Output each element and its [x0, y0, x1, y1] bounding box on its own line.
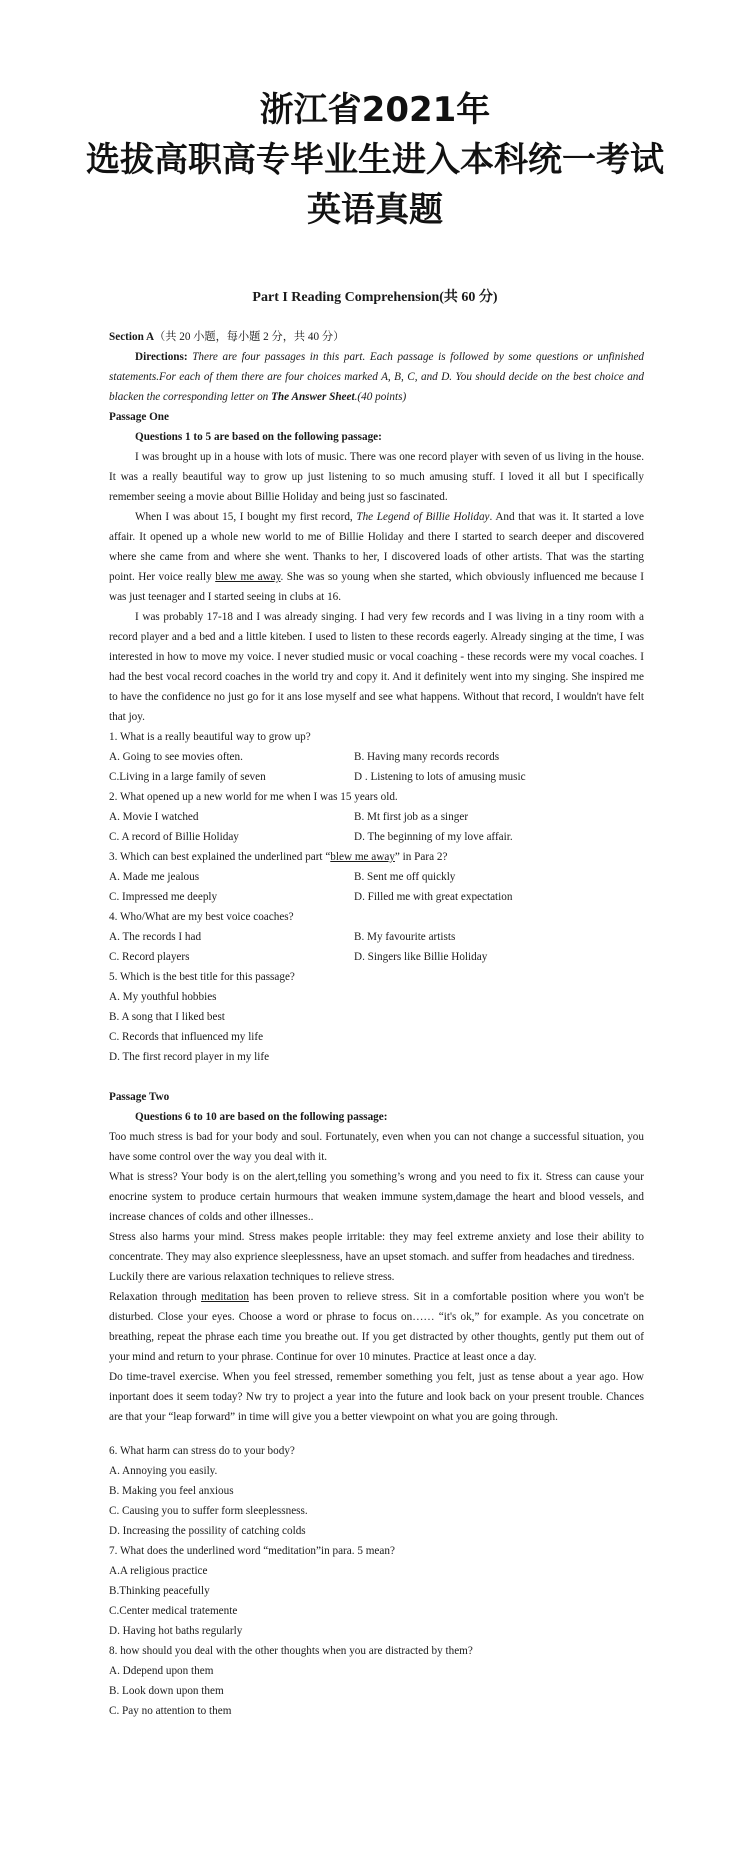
question-7: 7. What does the underlined word “meditation”in para. 5 mean?	[109, 1545, 395, 1557]
passage-two-paragraph-2: What is stress? Your body is on the alert,telling you something’s wrong and you need to fix it. Stress can cause your enocrine system to produce certain hurmours that weaken immune system,damage the heart and blood vessels, and increase chances of colds and other illnesses..	[109, 1171, 644, 1223]
option-b: B. A song that I liked best	[109, 1011, 225, 1023]
question-2-options-row-2	[109, 827, 644, 847]
question-3	[109, 847, 644, 867]
question-8: 8. how should you deal with the other thoughts when you are distracted by them?	[109, 1645, 473, 1657]
passage-two-heading: Passage Two	[109, 1091, 170, 1103]
title-line-3: 英语真题	[307, 190, 443, 230]
option-a: A. The records I had	[109, 931, 202, 943]
question-3-options-row-2	[109, 887, 644, 907]
record-title: The Legend of Billie Holiday	[356, 511, 490, 523]
directions-end: .(40 points)	[354, 391, 407, 403]
option-b: B. Look down upon them	[109, 1685, 224, 1697]
option-c: C. Record players	[109, 951, 190, 963]
option-b: B.Thinking peacefully	[109, 1585, 210, 1597]
title-line-1: 浙江省2021年	[259, 90, 491, 130]
option-a: A. Movie I watched	[109, 811, 199, 823]
option-d: D . Listening to lots of amusing music	[354, 771, 526, 783]
option-c: C.Living in a large family of seven	[109, 771, 266, 783]
option-d: D. Having hot baths regularly	[109, 1625, 243, 1637]
option-d: D. Increasing the possility of catching colds	[109, 1525, 306, 1537]
underlined-word: meditation	[201, 1291, 249, 1303]
option-b: B. Having many records records	[354, 751, 500, 763]
passage-two-paragraph-6: Do time-travel exercise. When you feel stressed, remember something you felt, just as tense about a year ago. How inportant does it seem today? Nw try to project a year into the future and look back on your present trouble. Chances are that your “leap forward” in time will give you a better viewpoint on what you are going through.	[109, 1371, 644, 1423]
option-c: C. Records that influenced my life	[109, 1031, 264, 1043]
question-3-options-row-1	[109, 867, 644, 887]
option-a: A.A religious practice	[109, 1565, 208, 1577]
directions-text: There are four passages in this part. Each passage is followed by some questions or unfinished statements.For each of them there are four choices marked A, B, C, and D. You should decide on the best choice and blacken the corresponding letter on	[109, 351, 644, 403]
question-6: 6. What harm can stress do to your body?	[109, 1445, 295, 1457]
passage-two-paragraph-1: Too much stress is bad for your body and soul. Fortunately, even when you can not change a successful situation, you have some control over the way you deal with it.	[109, 1131, 644, 1163]
p2-part-b: . And that was it. It started a love affair. It opened up a whole new world to me of Billie Holiday and there I started to search deeper and discovered where she came from and where she went. Thanks to her, I discovered loads of other artists. That was the starting point. Her voice really	[109, 511, 644, 583]
option-d: D. Filled me with great expectation	[354, 891, 513, 903]
option-b: B. Mt first job as a singer	[354, 811, 469, 823]
p5-part-b: has been proven to relieve stress. Sit in a comfortable position where you won't be disturbed. Close your eyes. Choose a word or phrase to focus on…… “it's ok,” for example. As you concetrate on breathing, repeat the phrase each time you breathe out. If you get distracted by other thoughts, gently put them out of your mind and return to your phrase. Continue for over 10 minutes. Practice at least once a day.	[109, 1291, 644, 1363]
p5-part-a: Relaxation through	[109, 1291, 202, 1303]
option-b: B. Making you feel anxious	[109, 1485, 234, 1497]
option-c: C. Pay no attention to them	[109, 1705, 232, 1717]
option-c: C. A record of Billie Holiday	[109, 831, 239, 843]
option-b: B. Sent me off quickly	[354, 871, 456, 883]
spacer	[109, 1427, 644, 1441]
option-a: A. Ddepend upon them	[109, 1665, 214, 1677]
p2-part-a: When I was about 15, I bought my first record,	[135, 511, 357, 523]
question-3-text-b: ” in Para 2?	[394, 851, 448, 863]
option-d: D. Singers like Billie Holiday	[354, 951, 488, 963]
question-2: 2. What opened up a new world for me when I was 15 years old.	[109, 791, 398, 803]
option-d: D. The first record player in my life	[109, 1051, 270, 1063]
passage-two-intro: Questions 6 to 10 are based on the following passage:	[135, 1111, 388, 1123]
section-a-info: （共 20 小题，每小题 2 分，共 40 分）	[154, 331, 345, 343]
option-a: A. Annoying you easily.	[109, 1465, 218, 1477]
directions-label: Directions:	[135, 351, 188, 363]
question-1-options-row-2	[109, 767, 644, 787]
passage-one-intro: Questions 1 to 5 are based on the following passage:	[135, 431, 382, 443]
passage-two-paragraph-5	[109, 1287, 644, 1367]
option-c: C.Center medical tratemente	[109, 1605, 238, 1617]
question-3-text-a: 3. Which can best explained the underlined part “	[109, 851, 331, 863]
question-3-underlined: blew me away	[330, 851, 395, 863]
option-d: D. The beginning of my love affair.	[354, 831, 513, 843]
question-1: 1. What is a really beautiful way to grow up?	[109, 731, 311, 743]
option-a: A. Made me jealous	[109, 871, 200, 883]
question-2-options-row-1	[109, 807, 644, 827]
question-4-options-row-1	[109, 927, 644, 947]
question-4: 4. Who/What are my best voice coaches?	[109, 911, 294, 923]
section-a-heading	[109, 327, 644, 347]
exam-body	[109, 327, 644, 1721]
passage-one-heading: Passage One	[109, 411, 169, 423]
option-b: B. My favourite artists	[354, 931, 456, 943]
option-c: C. Causing you to suffer form sleeplessness.	[109, 1505, 308, 1517]
underlined-phrase: blew me away	[215, 571, 281, 583]
passage-one-paragraph-1: I was brought up in a house with lots of music. There was one record player with seven of us living in the house. It was a really beautiful way to grow up just listening to so much amusing stuff. I loved it all but I specifically remember seeing a movie about Billie Holiday and being just so fascinated.	[109, 451, 644, 503]
option-a: A. Going to see movies often.	[109, 751, 243, 763]
question-5: 5. Which is the best title for this passage?	[109, 971, 295, 983]
option-c: C. Impressed me deeply	[109, 891, 218, 903]
title-line-2: 选拔高职高专毕业生进入本科统一考试	[86, 140, 664, 180]
passage-two-paragraph-3: Stress also harms your mind. Stress makes people irritable: they may feel extreme anxiety and lose their ability to concentrate. They may also exprience sleeplessness, have an upset stomach. and suffer from headaches and tiredness.	[109, 1231, 644, 1263]
option-a: A. My youthful hobbies	[109, 991, 217, 1003]
passage-one-paragraph-2	[109, 507, 644, 607]
passage-two-paragraph-4: Luckily there are various relaxation techniques to relieve stress.	[109, 1271, 395, 1283]
directions	[109, 347, 644, 407]
question-4-options-row-2	[109, 947, 644, 967]
question-1-options-row-1	[109, 747, 644, 767]
p2-part-c: . She was so young when she started, which obviously influenced me because I was just teenager and I started seeing in clubs at 16.	[109, 571, 645, 603]
section-a-label: Section A	[109, 331, 155, 343]
part-heading: Part I Reading Comprehension(共 60 分)	[252, 290, 498, 305]
spacer	[109, 1067, 644, 1087]
answer-sheet: The Answer Sheet	[271, 391, 355, 403]
passage-one-paragraph-3: I was probably 17-18 and I was already singing. I had very few records and I was living in a tiny room with a record player and a bed and a little kiteben. I used to listen to these records eagerly. Already singing at the time, I was interested in how to move my voice. I never studied music or vocal coaching - these records were my vocal coaches. I had the best vocal record coaches in the world try and copy it. And it definitely went into my singing. She inspired me to have the confidence no just go for it ans lose myself and see what happens. Without that record, I wouldn't have felt that joy.	[109, 611, 644, 723]
